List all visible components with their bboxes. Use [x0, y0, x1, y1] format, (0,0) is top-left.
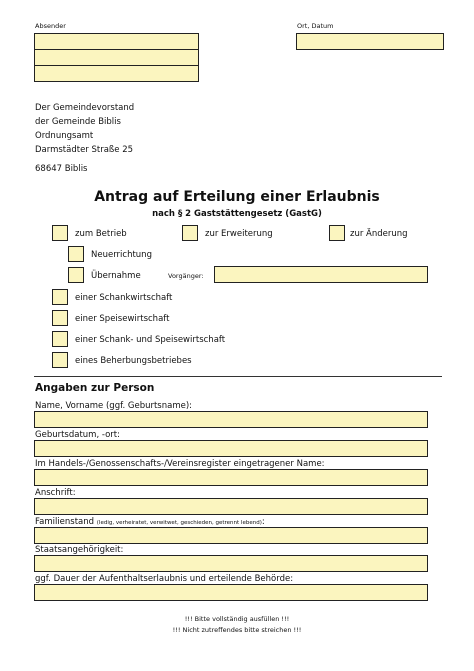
checkbox-beherbergung[interactable] [52, 352, 68, 368]
checkbox-uebernahme[interactable] [68, 267, 84, 283]
label-vorgaenger: Vorgänger: [168, 272, 204, 280]
address-field[interactable] [34, 498, 428, 515]
label-family-status [35, 517, 265, 527]
sender-label: Absender [35, 22, 66, 30]
address-line-3: Ordnungsamt [35, 131, 94, 141]
form-title: Antrag auf Erteilung einer Erlaubnis [94, 189, 380, 205]
checkbox-schank-speise[interactable] [52, 331, 68, 347]
checkbox-speisewirtschaft[interactable] [52, 310, 68, 326]
label-address: Anschrift: [35, 488, 76, 498]
label-schankwirtschaft: einer Schankwirtschaft [75, 293, 173, 303]
label-family-text: Familienstand [35, 517, 95, 527]
birth-field[interactable] [34, 440, 428, 457]
footer-note-2: !!! Nicht zutreffendes bitte streichen !!! [172, 626, 302, 634]
vorgaenger-field[interactable] [214, 266, 428, 283]
address-city: 68647 Biblis [35, 164, 88, 174]
label-beherbergung: eines Beherbungsbetriebes [75, 356, 192, 366]
checkbox-schankwirtschaft[interactable] [52, 289, 68, 305]
label-register: Im Handels-/Genossenschafts-/Vereinsregister eingetragener Name: [35, 459, 325, 469]
family-status-field[interactable] [34, 527, 428, 544]
residence-field[interactable] [34, 584, 428, 601]
label-aenderung: zur Änderung [350, 229, 408, 239]
label-betrieb: zum Betrieb [75, 229, 127, 239]
label-uebernahme: Übernahme [91, 271, 141, 281]
address-line-1: Der Gemeindevorstand [35, 103, 135, 113]
sender-field-3[interactable] [34, 65, 199, 82]
label-residence: ggf. Dauer der Aufenthaltserlaubnis und erteilende Behörde: [35, 574, 294, 584]
label-schank-speise: einer Schank- und Speisewirtschaft [75, 335, 226, 345]
label-birth: Geburtsdatum, -ort: [35, 430, 120, 440]
nationality-field[interactable] [34, 555, 428, 572]
checkbox-neuerrichtung[interactable] [68, 246, 84, 262]
checkbox-betrieb[interactable] [52, 225, 68, 241]
place-date-field[interactable] [296, 33, 444, 50]
register-field[interactable] [34, 469, 428, 486]
name-field[interactable] [34, 411, 428, 428]
place-date-label: Ort, Datum [297, 22, 334, 30]
label-speisewirtschaft: einer Speisewirtschaft [75, 314, 170, 324]
label-erweiterung: zur Erweiterung [205, 229, 273, 239]
address-line-4: Darmstädter Straße 25 [35, 145, 134, 155]
section-divider [34, 376, 442, 377]
label-family-hint: (ledig, verheiratet, verwitwet, geschieden, getrennt lebend) [96, 520, 262, 526]
sender-field-1[interactable] [34, 33, 199, 50]
sender-field-2[interactable] [34, 49, 199, 66]
label-nationality: Staatsangehörigkeit: [35, 545, 124, 555]
label-neuerrichtung: Neuerrichtung [91, 250, 152, 260]
footer-note-1: !!! Bitte vollständig ausfüllen !!! [184, 615, 290, 623]
form-subtitle: nach § 2 Gaststättengesetz (GastG) [152, 209, 322, 219]
label-family-colon: : [261, 517, 265, 527]
label-name: Name, Vorname (ggf. Geburtsname): [35, 401, 193, 411]
address-line-2: der Gemeinde Biblis [35, 117, 121, 127]
checkbox-erweiterung[interactable] [182, 225, 198, 241]
checkbox-aenderung[interactable] [329, 225, 345, 241]
section-heading-person: Angaben zur Person [35, 382, 155, 394]
